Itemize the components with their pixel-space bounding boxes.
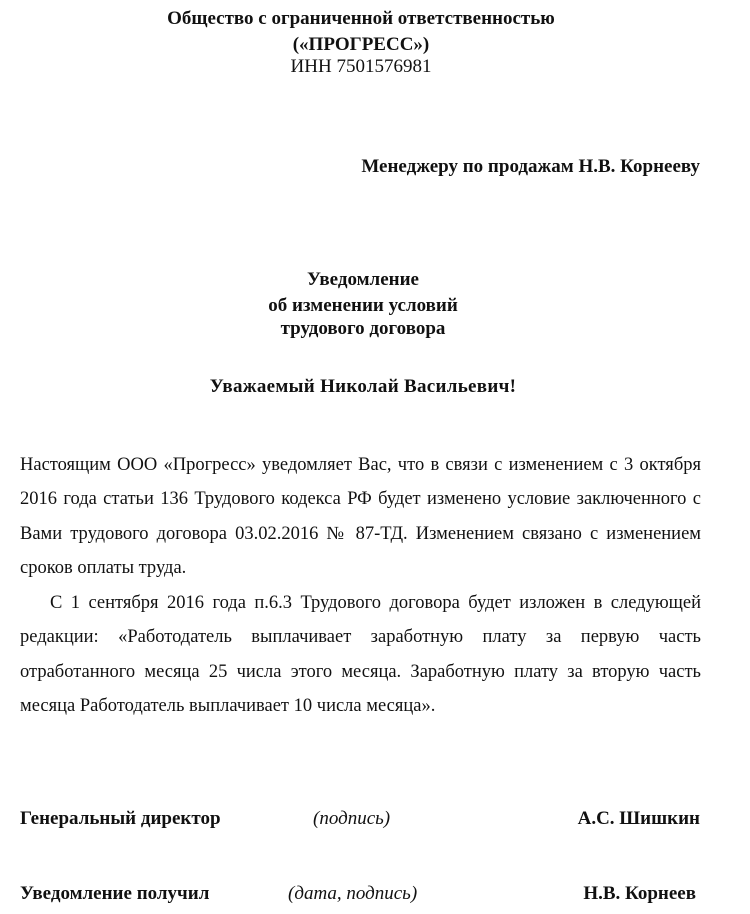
addressee: Менеджеру по продажам Н.В. Корнееву [361, 156, 700, 177]
signature-placeholder: (дата, подпись) [288, 883, 418, 904]
signature-placeholder: (подпись) [313, 808, 391, 829]
document-title-line-2: об изменении условий [268, 295, 458, 316]
signature-role: Уведомление получил [20, 883, 210, 904]
signature-row-recipient [20, 883, 700, 909]
organization-short-name: («ПРОГРЕСС») [292, 34, 430, 55]
signature-name: Н.В. Корнеев [583, 883, 696, 904]
salutation: Уважаемый Николай Васильевич! [209, 376, 517, 397]
signature-name: А.С. Шишкин [577, 808, 700, 829]
body-paragraph-1: Настоящим ООО «Прогресс» уведомляет Вас, что в связи с изменением с 3 октября 2016 года статьи 136 Трудового кодекса РФ будет изменено условие заключенного с Вами трудового договора 03.02.2016 № 87-ТД. Изменением связано с изменением сроков оплаты труда. [20, 455, 701, 579]
document-title-line-3: трудового договора [280, 318, 446, 339]
organization-inn: ИНН 7501576981 [290, 56, 432, 77]
signature-row-director [20, 808, 700, 834]
body-paragraph-2: С 1 сентября 2016 года п.6.3 Трудового договора будет изложен в следующей редакции: «Работодатель выплачивает заработную плату за первую часть отработанного месяца 25 числа этого месяца. Заработную плату за вторую часть месяца Работодатель выплачивает 10 числа месяца». [20, 593, 701, 717]
signature-role: Генеральный директор [20, 808, 221, 829]
document-title-line-1: Уведомление [307, 269, 419, 290]
organization-name: Общество с ограниченной ответственностью [167, 8, 555, 29]
